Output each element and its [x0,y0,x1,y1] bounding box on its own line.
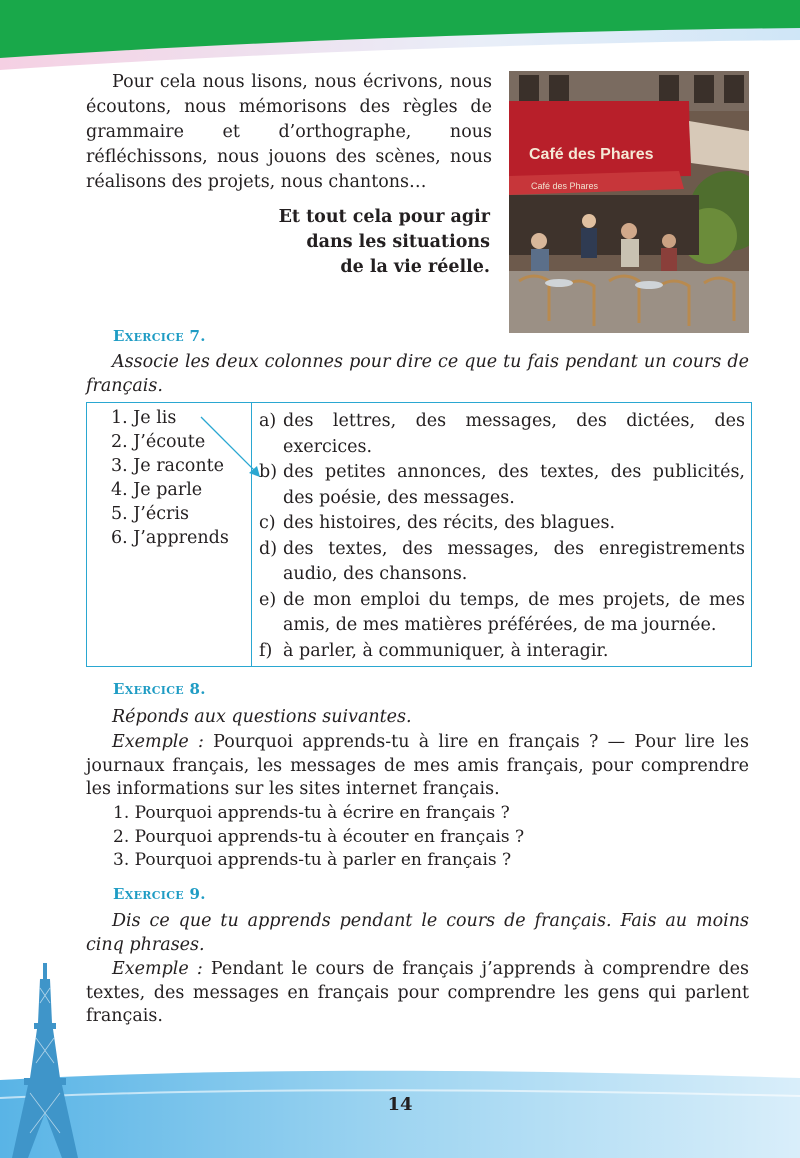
exercise-9-heading: Exercice 9. [113,885,206,903]
complement-item [259,511,745,537]
slogan [250,205,490,280]
complement-letter: f) [259,640,273,661]
eiffel-tower-icon [10,963,80,1158]
slogan-line-3: de la vie réelle. [340,257,490,277]
page-number: 14 [387,1094,413,1115]
association-table [86,402,752,667]
example-label: Exemple : [112,959,203,979]
verb-item: 2. J’écoute [111,432,206,452]
complement-letter: c) [259,513,276,533]
exercise-7-instruction: Associe les deux colonnes pour dire ce que tu fais pendant un cours de français. [86,352,749,396]
top-decorative-band [0,0,800,75]
complement-letter: b) [259,462,278,482]
example-arrow [197,413,267,483]
verb-item: 4. Je parle [111,480,203,500]
question-item: 2. Pourquoi apprends-tu à écouter en français ? [113,826,525,847]
verb-item: 1. Je lis [111,408,177,428]
complement-text: des textes, des messages, des enregistrements audio, des chansons. [283,538,745,584]
complement-letter: a) [259,411,277,431]
exercise-9-example [86,958,749,1029]
slogan-line-1: Et tout cela pour agir [278,207,490,227]
complements-column [259,409,745,664]
cafe-sign-text: Café des Phares [529,146,654,163]
exercise-8-heading: Exercice 8. [113,680,206,698]
complement-item [259,460,745,511]
verb-item: 6. J’apprends [111,528,229,548]
verb-item: 5. J’écris [111,504,189,524]
question-item: 3. Pourquoi apprends-tu à parler en français ? [113,850,512,870]
exercise-8-questions [113,802,524,873]
example-text: Pourquoi apprends-tu à lire en français ? — Pour lire les journaux français, les messages de mes amis français, pour comprendre les informations sur les sites internet français. [86,732,749,799]
complement-item [259,537,745,588]
example-text: Pendant le cours de français j’apprends à comprendre des textes, des messages en français pour comprendre les gens qui parlent français. [86,959,749,1026]
complement-letter: d) [259,538,278,559]
complement-text: des histoires, des récits, des blagues. [283,513,616,533]
question-item: 1. Pourquoi apprends-tu à écrire en français ? [113,803,510,823]
complement-text: des lettres, des messages, des dictées, des exercices. [283,411,745,457]
complement-item [259,588,745,639]
awning-text: Café des Phares [531,181,599,191]
complement-item [259,409,745,460]
exercise-7-heading: Exercice 7. [113,327,206,345]
slogan-line-2: dans les situations [306,232,490,252]
complement-text: à parler, à communiquer, à interagir. [283,640,609,661]
cafe-photo [509,71,749,333]
complement-item [259,639,745,665]
complement-text: de mon emploi du temps, de mes projets, de mes amis, de mes matières préférées, de ma journée. [283,589,745,635]
complement-letter: e) [259,589,277,610]
exercise-9-instruction: Dis ce que tu apprends pendant le cours de français. Fais au moins cinq phrases. [86,911,749,955]
exercise-8-instruction: Réponds aux questions suivantes. [112,707,412,727]
verb-item: 3. Je raconte [111,456,224,476]
example-label: Exemple : [112,732,204,752]
intro-paragraph: Pour cela nous lisons, nous écrivons, nous écoutons, nous mémorisons des règles de grammaire et d’orthographe, nous réfléchissons, nous jouons des scènes, nous réalisons des projets, nous chantons… [86,72,492,192]
complement-text: des petites annonces, des textes, des publicités, des poésie, des messages. [283,462,745,508]
exercise-8-example [86,731,749,802]
